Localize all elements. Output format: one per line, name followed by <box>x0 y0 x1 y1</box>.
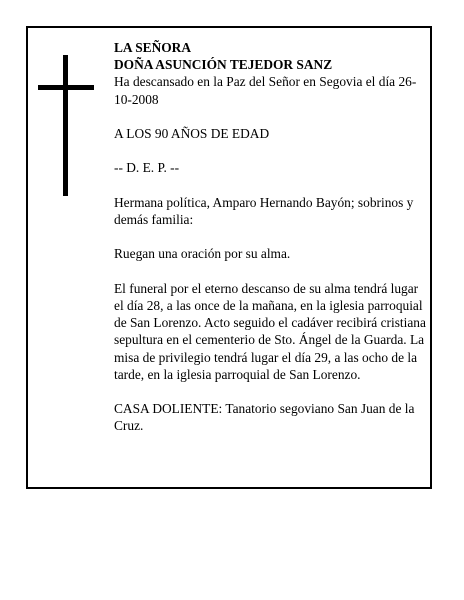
prayer-request: Ruegan una oración por su alma. <box>114 246 291 262</box>
cross-vertical-bar <box>63 55 68 196</box>
obituary-text <box>114 39 426 452</box>
family-line: Hermana política, Amparo Hernando Bayón; sobrinos y demás familia: <box>114 194 414 227</box>
age-statement: A LOS 90 AÑOS DE EDAD <box>114 126 270 141</box>
funeral-details: El funeral por el eterno descanso de su alma tendrá lugar el día 28, a las once de la mañana, en la iglesia parroquial de San Lorenzo. Acto seguido el cadáver recibirá cristiana sepultura en el cementerio de Sto. Ángel de la Guarda. La misa de privilegio tendrá lugar el día 29, a las ocho de la tarde, en la iglesia parroquial de San Lorenzo. <box>114 280 426 382</box>
rip-line: -- D. E. P. -- <box>114 160 180 176</box>
death-statement: Ha descansado en la Paz del Señor en Segovia el día 26-10-2008 <box>114 74 417 107</box>
cross-horizontal-bar <box>38 85 94 90</box>
obituary-title-line1: LA SEÑORA <box>114 40 192 55</box>
deceased-name: DOÑA ASUNCIÓN TEJEDOR SANZ <box>114 57 333 73</box>
mourning-house: CASA DOLIENTE: Tanatorio segoviano San Juan de la Cruz. <box>114 401 415 434</box>
